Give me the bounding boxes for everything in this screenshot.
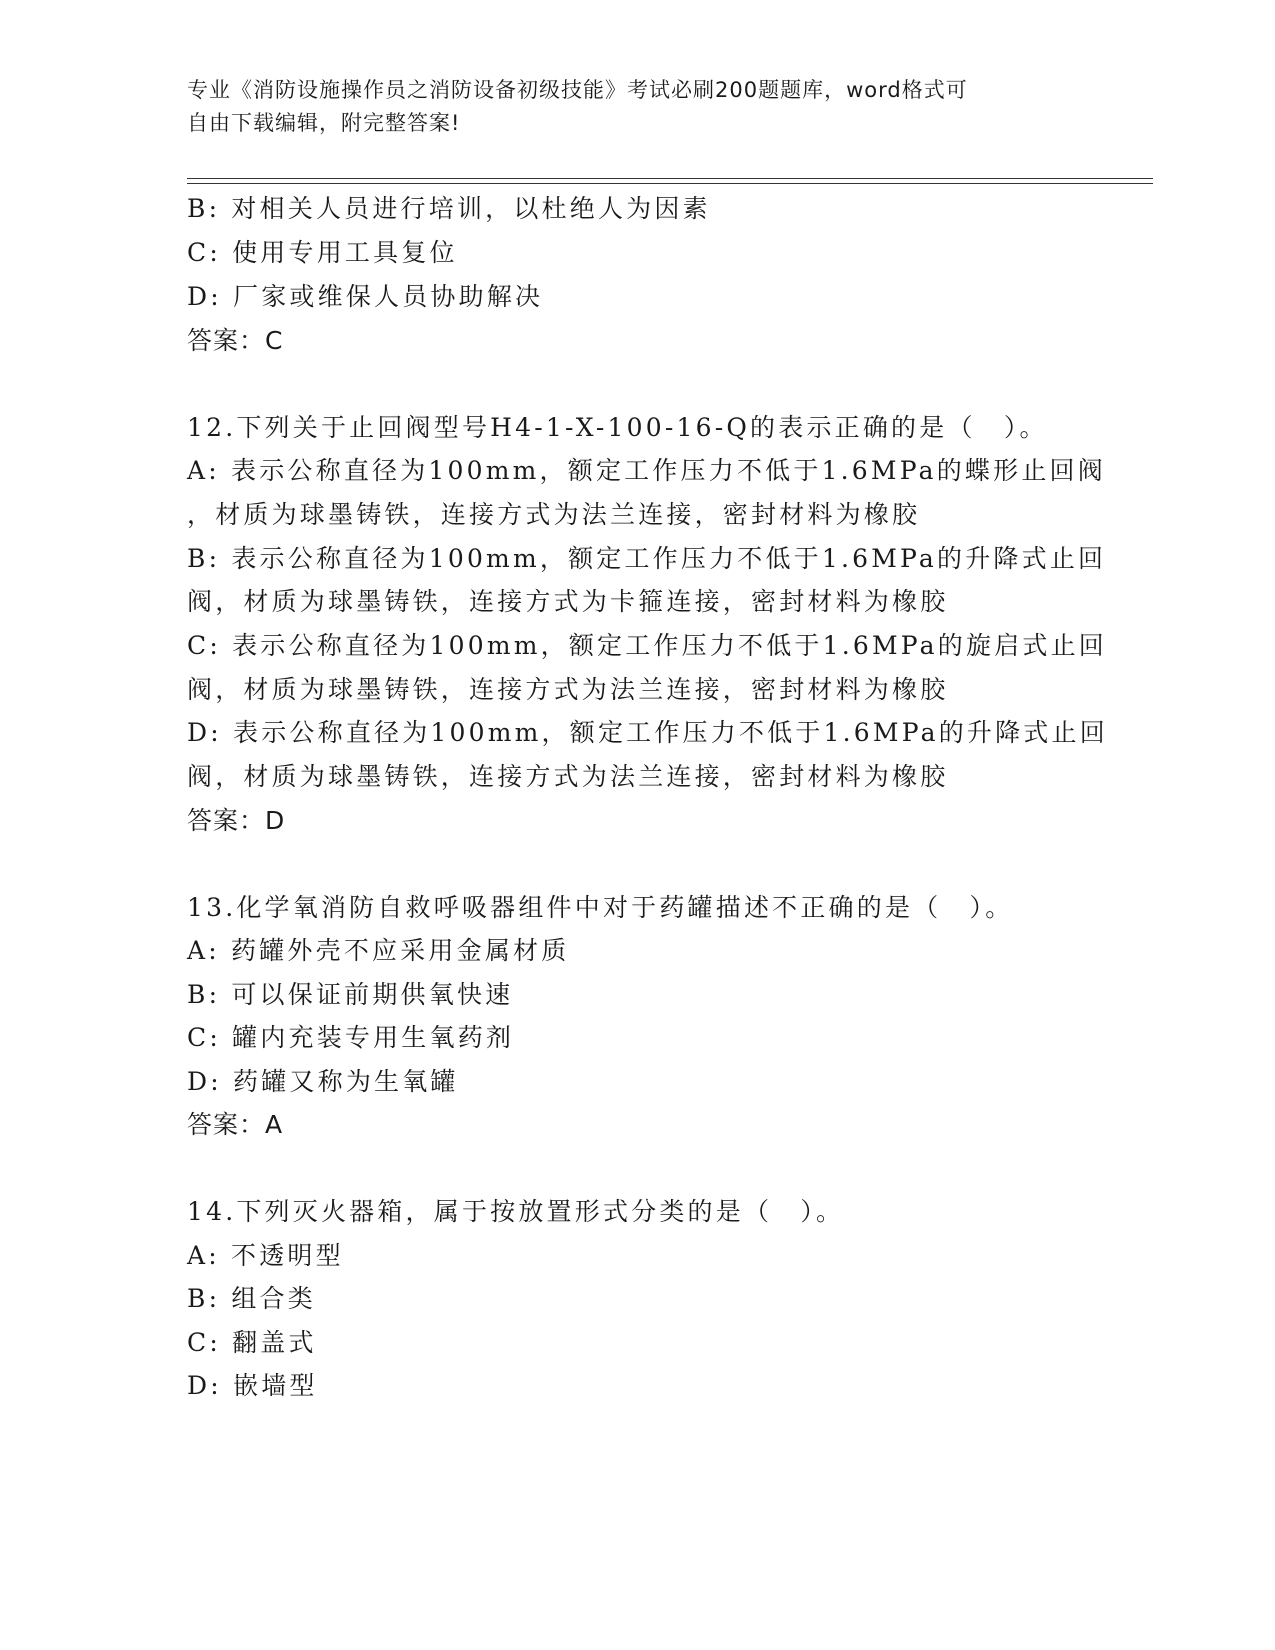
q12-option-a-line-2: ，材质为球墨铸铁，连接方式为法兰连接，密封材料为橡胶 (187, 500, 921, 529)
q12-option-a-line-1: A: 表示公称直径为100mm，额定工作压力不低于1.6MPa的蝶形止回阀 (187, 456, 1106, 485)
q14-option-b: B: 组合类 (187, 1284, 316, 1313)
q13-question: 13.化学氧消防自救呼吸器组件中对于药罐描述不正确的是（ ）。 (187, 893, 1014, 922)
q14-option-a: A: 不透明型 (187, 1241, 344, 1270)
q11-answer: 答案：C (187, 326, 284, 355)
q13-option-c: C: 罐内充装专用生氧药剂 (187, 1023, 515, 1052)
q13-option-d: D: 药罐又称为生氧罐 (187, 1067, 459, 1096)
q14-option-d: D: 嵌墙型 (187, 1371, 318, 1400)
q14-option-c: C: 翻盖式 (187, 1328, 317, 1357)
q12-question: 12.下列关于止回阀型号H4-1-X-100-16-Q的表示正确的是（ ）。 (187, 413, 1048, 442)
q12-option-d-line-2: 阀，材质为球墨铸铁，连接方式为法兰连接，密封材料为橡胶 (187, 762, 949, 791)
q12-option-d-line-1: D: 表示公称直径为100mm，额定工作压力不低于1.6MPa的升降式止回 (187, 718, 1108, 747)
q14-question: 14.下列灭火器箱，属于按放置形式分类的是（ ）。 (187, 1197, 845, 1226)
q12-option-c-line-1: C: 表示公称直径为100mm，额定工作压力不低于1.6MPa的旋启式止回 (187, 631, 1107, 660)
q11-option-b: B: 对相关人员进行培训，以杜绝人为因素 (187, 194, 711, 223)
q13-option-a: A: 药罐外壳不应采用金属材质 (187, 936, 570, 965)
q13-answer: 答案：A (187, 1110, 284, 1139)
q11-option-c: C: 使用专用工具复位 (187, 238, 458, 267)
q11-option-d: D: 厂家或维保人员协助解决 (187, 282, 544, 311)
document-header (187, 74, 1067, 140)
header-line-2: 自由下载编辑，附完整答案! (187, 111, 461, 135)
header-line-1: 专业《消防设施操作员之消防设备初级技能》考试必刷200题题库，word格式可 (187, 78, 968, 102)
q12-option-b-line-1: B: 表示公称直径为100mm，额定工作压力不低于1.6MPa的升降式止回 (187, 544, 1107, 573)
q12-option-b-line-2: 阀，材质为球墨铸铁，连接方式为卡箍连接，密封材料为橡胶 (187, 587, 949, 616)
header-divider (187, 178, 1153, 184)
q12-answer: 答案：D (187, 806, 286, 835)
q13-option-b: B: 可以保证前期供氧快速 (187, 980, 514, 1009)
q12-option-c-line-2: 阀，材质为球墨铸铁，连接方式为法兰连接，密封材料为橡胶 (187, 675, 949, 704)
